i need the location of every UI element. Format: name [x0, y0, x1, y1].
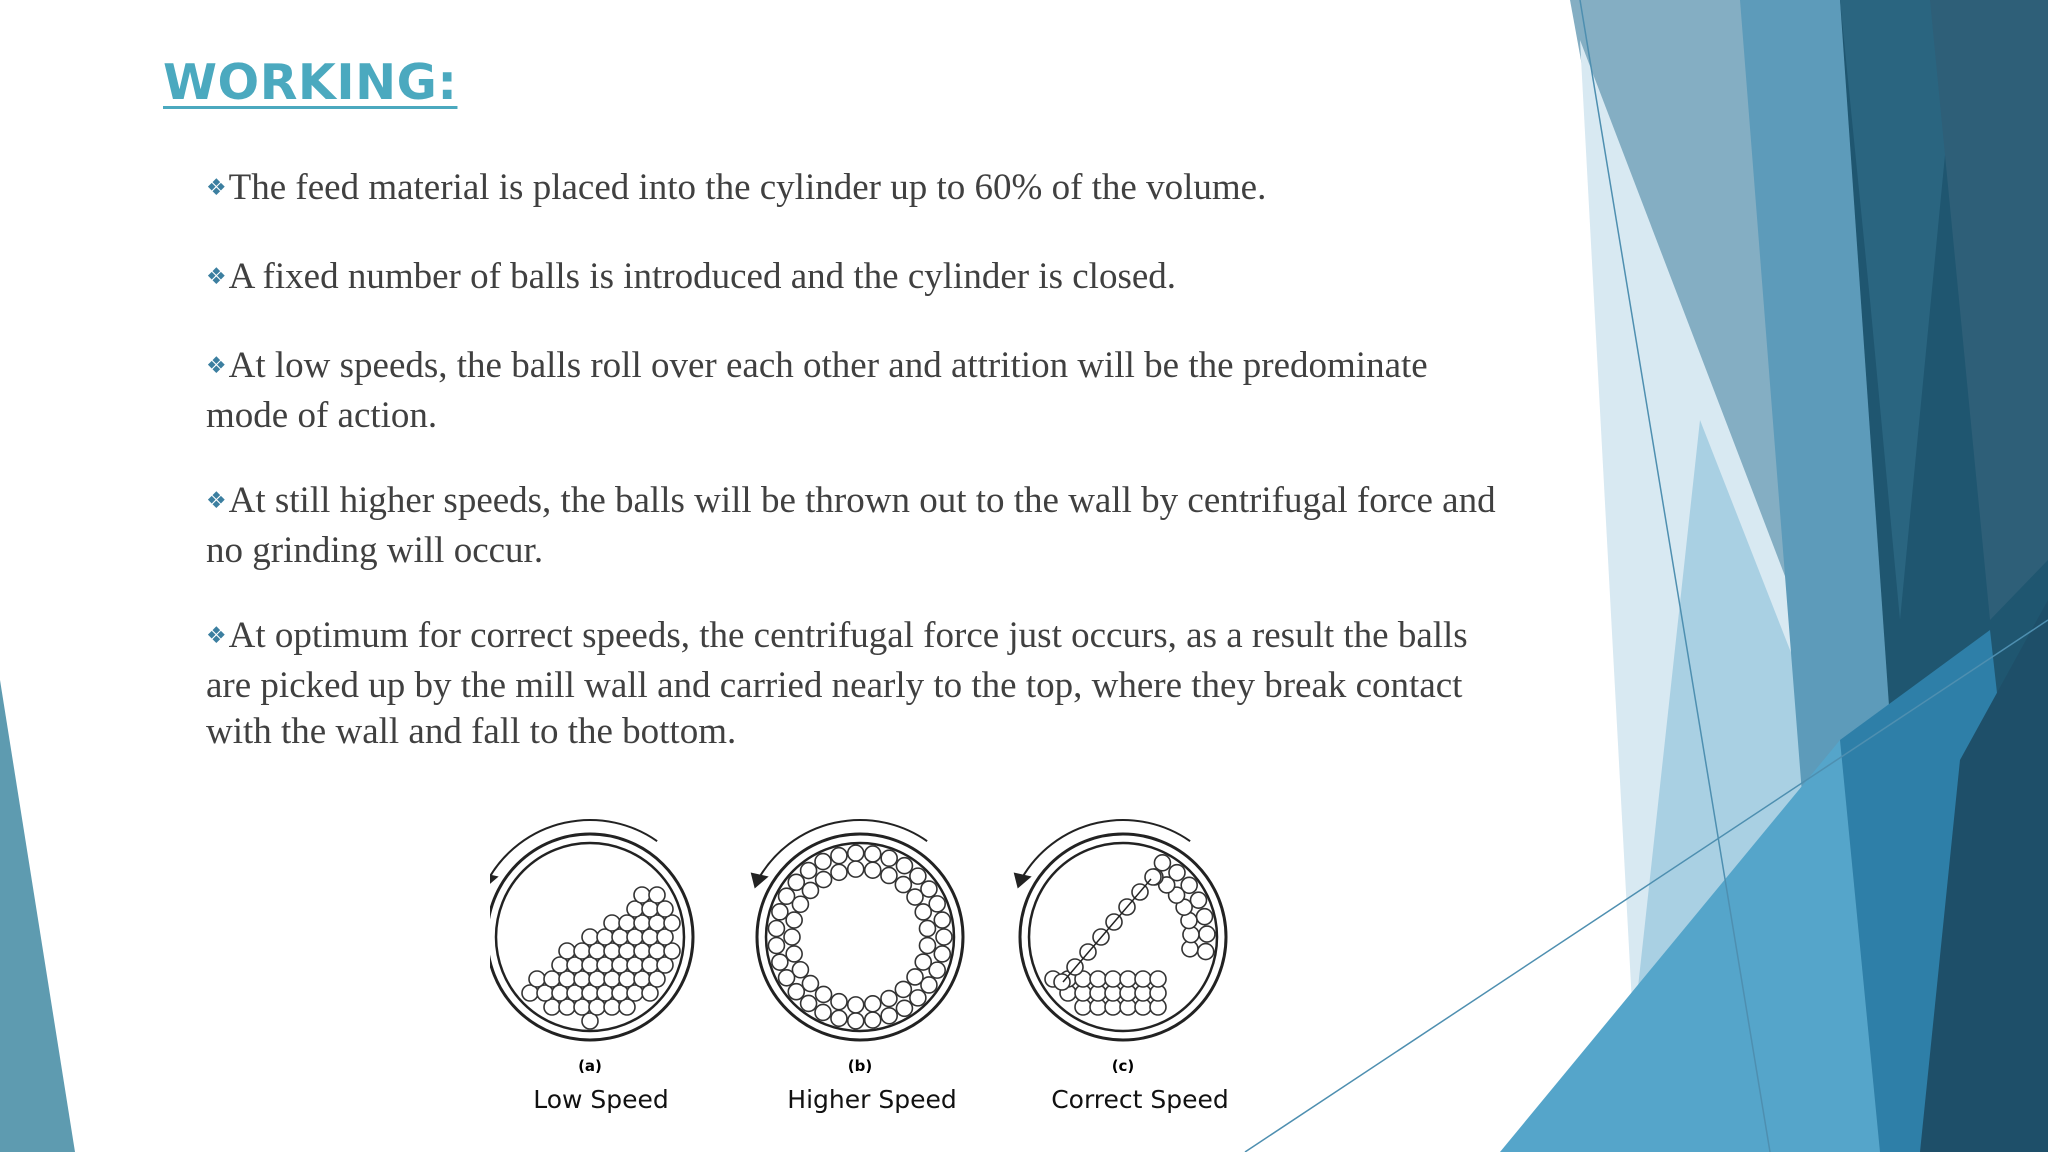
bullet-diamond-icon: ❖ [206, 264, 227, 290]
panel-letter-c: (c) [1111, 1057, 1135, 1075]
grinding-ball [848, 845, 864, 861]
grinding-ball [831, 1010, 847, 1026]
grinding-ball [788, 874, 804, 890]
grinding-ball [816, 872, 832, 888]
grinding-ball [816, 986, 832, 1002]
grinding-ball [907, 889, 923, 905]
bullet-text: At low speeds, the balls roll over each other and attrition will be the predominate mode of action. [206, 345, 1428, 436]
grinding-ball [1199, 926, 1215, 942]
grinding-ball [772, 954, 788, 970]
grinding-ball [784, 929, 800, 945]
grinding-ball [831, 848, 847, 864]
caption-low-speed: Low Speed [533, 1085, 669, 1114]
grinding-ball [815, 854, 831, 870]
grinding-ball [881, 1008, 897, 1024]
bullet-text: At optimum for correct speeds, the centrifugal force just occurs, as a result the balls are picked up by the mill wall and carried nearly to the top, where they break contact with the wall and fall to the bottom. [206, 615, 1468, 752]
grinding-ball [815, 1004, 831, 1020]
grinding-ball [831, 864, 847, 880]
slide-title: WORKING: [163, 54, 458, 111]
bullet-diamond-icon: ❖ [206, 175, 227, 201]
rotation-arrowhead-icon [1014, 873, 1032, 889]
grinding-ball [801, 863, 817, 879]
grinding-ball [788, 984, 804, 1000]
grinding-ball [649, 887, 665, 903]
rotation-arrowhead-icon [490, 873, 499, 889]
grinding-ball [881, 867, 897, 883]
grinding-ball [936, 929, 952, 945]
grinding-ball [865, 846, 881, 862]
grinding-ball [1190, 892, 1206, 908]
grinding-ball [1150, 971, 1166, 987]
grinding-ball [772, 904, 788, 920]
mill-correct-speed [1014, 820, 1226, 1040]
grinding-ball [865, 862, 881, 878]
grinding-ball [792, 896, 808, 912]
panel-letter-a: (a) [578, 1057, 602, 1075]
grinding-ball [915, 904, 931, 920]
grinding-ball [604, 915, 620, 931]
grinding-ball [907, 969, 923, 985]
bullet-item [206, 613, 1506, 755]
rotation-arrowhead-icon [751, 873, 769, 889]
bullet-text: A fixed number of balls is introduced and the cylinder is closed. [228, 256, 1177, 297]
panel-letter-b: (b) [847, 1057, 873, 1075]
bullet-diamond-icon: ❖ [206, 353, 227, 379]
rotation-arrow [490, 820, 657, 879]
bullet-item [206, 254, 1506, 304]
grinding-ball [1135, 971, 1151, 987]
grinding-ball [896, 858, 912, 874]
grinding-ball [792, 962, 808, 978]
left-accent-triangle [0, 680, 75, 1152]
bullet-list [206, 165, 1506, 794]
grinding-ball [802, 882, 818, 898]
bullet-text: The feed material is placed into the cylinder up to 60% of the volume. [228, 167, 1267, 208]
bullet-item [206, 165, 1506, 215]
grinding-ball [934, 946, 950, 962]
grinding-ball [786, 946, 802, 962]
trajectory-line [1063, 879, 1151, 982]
grinding-ball [1105, 971, 1121, 987]
grinding-ball [910, 868, 926, 884]
grinding-ball [801, 995, 817, 1011]
grinding-ball [634, 887, 650, 903]
bullet-diamond-icon: ❖ [206, 623, 227, 649]
grinding-ball [881, 850, 897, 866]
caption-higher-speed: Higher Speed [787, 1085, 957, 1114]
grinding-ball [934, 912, 950, 928]
grinding-ball [802, 976, 818, 992]
grinding-ball [848, 1013, 864, 1029]
bullet-diamond-icon: ❖ [206, 488, 227, 514]
grinding-ball [848, 997, 864, 1013]
grinding-ball [1197, 909, 1213, 925]
grinding-ball [895, 877, 911, 893]
grinding-ball [768, 937, 784, 953]
bullet-item [206, 343, 1506, 439]
grinding-ball [768, 921, 784, 937]
grinding-ball [865, 996, 881, 1012]
grinding-ball [831, 994, 847, 1010]
grinding-ball [582, 929, 598, 945]
grinding-ball [1198, 944, 1214, 960]
grinding-ball [529, 971, 545, 987]
grinding-ball [1120, 971, 1136, 987]
grinding-ball [895, 981, 911, 997]
grinding-ball [915, 954, 931, 970]
grinding-ball [559, 943, 575, 959]
grinding-ball [881, 991, 897, 1007]
bullet-text: At still higher speeds, the balls will be thrown out to the wall by centrifugal force and no grinding will occur. [206, 480, 1496, 571]
grinding-ball [865, 1012, 881, 1028]
grinding-ball [848, 861, 864, 877]
grinding-ball [1090, 971, 1106, 987]
grinding-ball [896, 1000, 912, 1016]
ball-mill-diagram [490, 800, 1250, 1080]
grinding-ball [786, 912, 802, 928]
mill-higher-speed [751, 820, 963, 1040]
grinding-ball [910, 990, 926, 1006]
grinding-ball [919, 920, 935, 936]
bullet-item [206, 478, 1506, 574]
caption-correct-speed: Correct Speed [1051, 1085, 1229, 1114]
mill-low-speed [490, 820, 693, 1040]
grinding-ball [919, 938, 935, 954]
